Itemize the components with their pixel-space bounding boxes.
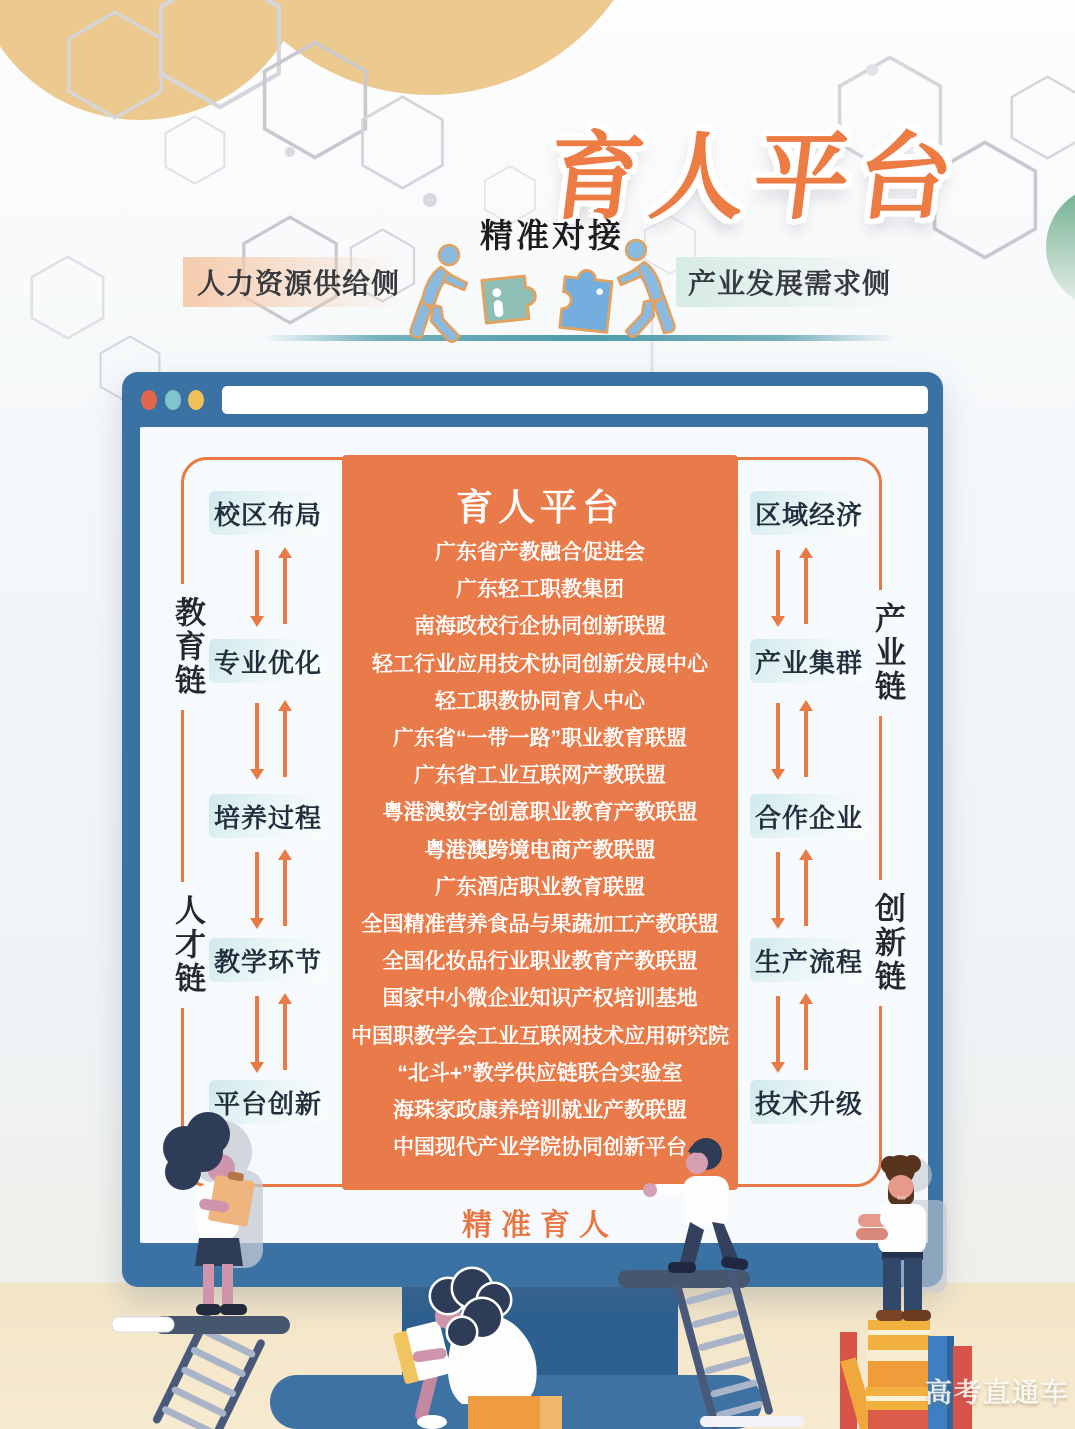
ladder-right-icon <box>618 1269 804 1429</box>
puzzle-piece-blue-icon <box>548 253 624 338</box>
bottom-illustration <box>0 1050 1075 1429</box>
platform-item: 国家中小微企业知识产权培训基地 <box>382 987 698 1011</box>
platform-item: 南海政校行企协同创新联盟 <box>414 615 666 639</box>
platform-item: 广东省“一带一路”职业教育联盟 <box>393 727 687 751</box>
platform-item: 轻工职教协同育人中心 <box>435 689 645 713</box>
seated-reader-illustration <box>392 1269 562 1429</box>
browser-address-bar <box>222 386 928 414</box>
platform-item: 粤港澳数字创意职业教育产教联盟 <box>382 801 698 825</box>
bottom-caption: 精准育人 <box>462 1209 618 1242</box>
platform-item: 轻工行业应用技术协同创新发展中心 <box>372 652 708 676</box>
supply-side-label: 人力资源供给侧 <box>197 268 401 299</box>
platform-item: “北斗+”教学供应链联合实验室 <box>397 1061 683 1085</box>
ladder-left-icon <box>112 1312 290 1429</box>
up-down-arrows-icon <box>760 701 824 779</box>
green-circle <box>1046 185 1075 309</box>
platform-item: 中国职教学会工业互联网技术应用研究院 <box>351 1024 729 1048</box>
platform-panel-title: 育人平台 <box>456 487 624 528</box>
up-down-arrows-icon <box>760 548 824 626</box>
pushing-person-icon <box>407 243 469 355</box>
orange-box-seat <box>468 1396 540 1429</box>
platform-item: 广东轻工职教集团 <box>456 578 624 602</box>
platform-item: 广东省产教融合促进会 <box>435 541 645 564</box>
chain-box-major-optimization: 专业优化 <box>209 639 327 683</box>
docking-title: 精准对接 <box>480 217 624 254</box>
education-chain-label: 教育链 <box>163 584 212 710</box>
chain-box-partner-enterprises: 合作企业 <box>750 794 868 838</box>
innovation-chain-label: 创新链 <box>863 880 912 1006</box>
chain-box-industry-cluster: 产业集群 <box>750 639 868 683</box>
walking-man-illustration <box>643 1138 749 1273</box>
up-down-arrows-icon <box>239 701 303 779</box>
chain-box-production-process: 生产流程 <box>750 938 868 982</box>
chain-box-teaching-links: 教学环节 <box>209 938 327 982</box>
teal-divider-line <box>262 335 898 341</box>
pushing-person-icon <box>616 238 678 350</box>
puzzle-piece-teal-icon <box>473 259 550 336</box>
platform-item: 中国现代产业学院协同创新平台 <box>393 1136 687 1160</box>
up-down-arrows-icon <box>760 850 824 928</box>
platform-item: 海珠家政康养培训就业产教联盟 <box>393 1099 687 1123</box>
watermark: 高考直通车 <box>925 1378 1070 1408</box>
platform-item: 全国化妆品行业职业教育产教联盟 <box>382 950 698 974</box>
chain-box-platform-innovation: 平台创新 <box>209 1080 327 1124</box>
window-dot-blue-icon <box>165 390 181 410</box>
platform-item: 粤港澳跨境电商产教联盟 <box>424 838 656 862</box>
up-down-arrows-icon <box>239 548 303 626</box>
talent-chain-label: 人才链 <box>163 882 212 1008</box>
platform-item: 全国精准营养食品与果蔬加工产教联盟 <box>361 913 719 937</box>
page-title: 育人平台 <box>541 124 967 231</box>
supply-side-band <box>183 257 411 307</box>
platform-item: 广东酒店职业教育联盟 <box>435 875 645 899</box>
chain-box-training-process: 培养过程 <box>209 794 327 838</box>
window-dot-red-icon <box>141 390 157 410</box>
standing-woman-illustration <box>163 1112 263 1315</box>
window-dot-yellow-icon <box>188 390 204 410</box>
demand-side-band <box>676 257 904 307</box>
platform-item: 广东省工业互联网产教联盟 <box>414 764 666 788</box>
up-down-arrows-icon <box>239 850 303 928</box>
chain-box-technology-upgrade: 技术升级 <box>750 1080 868 1124</box>
industry-chain-label: 产业链 <box>863 590 912 716</box>
demand-side-label: 产业发展需求侧 <box>688 268 892 299</box>
chain-box-regional-economy: 区域经济 <box>750 491 868 535</box>
chain-box-campus-layout: 校区布局 <box>209 491 327 535</box>
bearded-man-illustration <box>856 1155 947 1321</box>
